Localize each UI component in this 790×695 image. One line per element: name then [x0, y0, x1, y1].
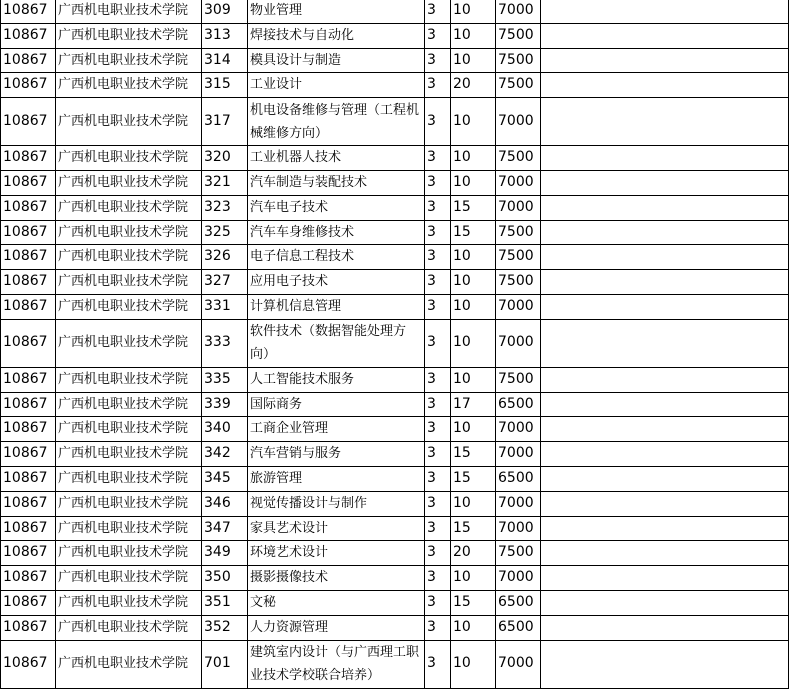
major-name-cell: 旅游管理	[248, 466, 425, 491]
table-row	[1, 98, 789, 146]
plan-count-cell: 10	[451, 146, 496, 171]
major-code-cell: 320	[202, 146, 248, 171]
duration-cell: 3	[425, 466, 451, 491]
school-name-cell: 广西机电职业技术学院	[56, 417, 202, 442]
major-code-cell: 325	[202, 220, 248, 245]
major-name-cell: 建筑室内设计（与广西理工职业技术学校联合培养）	[248, 640, 425, 688]
tuition-cell: 7500	[496, 220, 541, 245]
major-name-cell: 工业设计	[248, 73, 425, 98]
note-cell	[541, 23, 789, 48]
school-name-cell: 广西机电职业技术学院	[56, 590, 202, 615]
tuition-cell: 7000	[496, 0, 541, 23]
school-code-cell: 10867	[1, 491, 56, 516]
school-code-cell: 10867	[1, 270, 56, 295]
major-name-cell: 人力资源管理	[248, 615, 425, 640]
note-cell	[541, 466, 789, 491]
note-cell	[541, 541, 789, 566]
school-name-cell: 广西机电职业技术学院	[56, 541, 202, 566]
school-name-cell: 广西机电职业技术学院	[56, 640, 202, 688]
note-cell	[541, 615, 789, 640]
school-name-cell: 广西机电职业技术学院	[56, 466, 202, 491]
school-code-cell: 10867	[1, 516, 56, 541]
note-cell	[541, 270, 789, 295]
plan-count-cell: 15	[451, 466, 496, 491]
tuition-cell: 7500	[496, 73, 541, 98]
major-name-cell: 摄影摄像技术	[248, 566, 425, 591]
plan-count-cell: 10	[451, 615, 496, 640]
plan-count-cell: 20	[451, 73, 496, 98]
school-code-cell: 10867	[1, 220, 56, 245]
tuition-cell: 7000	[496, 319, 541, 367]
duration-cell: 3	[425, 170, 451, 195]
major-code-cell: 323	[202, 195, 248, 220]
school-code-cell: 10867	[1, 195, 56, 220]
duration-cell: 3	[425, 615, 451, 640]
note-cell	[541, 146, 789, 171]
major-code-cell: 313	[202, 23, 248, 48]
duration-cell: 3	[425, 0, 451, 23]
table-row	[1, 491, 789, 516]
plan-count-cell: 15	[451, 195, 496, 220]
tuition-cell: 7000	[496, 442, 541, 467]
school-name-cell: 广西机电职业技术学院	[56, 0, 202, 23]
major-name-cell: 电子信息工程技术	[248, 245, 425, 270]
table-body	[1, 0, 789, 688]
table-row	[1, 0, 789, 23]
school-name-cell: 广西机电职业技术学院	[56, 170, 202, 195]
major-name-cell: 国际商务	[248, 392, 425, 417]
school-name-cell: 广西机电职业技术学院	[56, 367, 202, 392]
table-row	[1, 590, 789, 615]
major-code-cell: 327	[202, 270, 248, 295]
school-code-cell: 10867	[1, 442, 56, 467]
plan-count-cell: 10	[451, 640, 496, 688]
table-row	[1, 541, 789, 566]
plan-count-cell: 10	[451, 0, 496, 23]
table-row	[1, 566, 789, 591]
major-name-cell: 环境艺术设计	[248, 541, 425, 566]
major-code-cell: 342	[202, 442, 248, 467]
note-cell	[541, 367, 789, 392]
table-row	[1, 294, 789, 319]
school-name-cell: 广西机电职业技术学院	[56, 294, 202, 319]
major-code-cell: 315	[202, 73, 248, 98]
tuition-cell: 7000	[496, 566, 541, 591]
major-code-cell: 349	[202, 541, 248, 566]
note-cell	[541, 417, 789, 442]
tuition-cell: 7500	[496, 270, 541, 295]
duration-cell: 3	[425, 195, 451, 220]
duration-cell: 3	[425, 442, 451, 467]
duration-cell: 3	[425, 640, 451, 688]
tuition-cell: 7000	[496, 640, 541, 688]
table-row	[1, 442, 789, 467]
plan-count-cell: 10	[451, 245, 496, 270]
note-cell	[541, 48, 789, 73]
school-code-cell: 10867	[1, 590, 56, 615]
duration-cell: 3	[425, 220, 451, 245]
tuition-cell: 7000	[496, 98, 541, 146]
table-row	[1, 615, 789, 640]
table-row	[1, 466, 789, 491]
plan-count-cell: 10	[451, 566, 496, 591]
tuition-cell: 7000	[496, 417, 541, 442]
table-row	[1, 640, 789, 688]
school-name-cell: 广西机电职业技术学院	[56, 245, 202, 270]
duration-cell: 3	[425, 245, 451, 270]
note-cell	[541, 392, 789, 417]
table-row	[1, 220, 789, 245]
school-name-cell: 广西机电职业技术学院	[56, 442, 202, 467]
major-name-cell: 工商企业管理	[248, 417, 425, 442]
tuition-cell: 7000	[496, 195, 541, 220]
school-code-cell: 10867	[1, 466, 56, 491]
major-name-cell: 汽车制造与装配技术	[248, 170, 425, 195]
table-row	[1, 73, 789, 98]
major-code-cell: 321	[202, 170, 248, 195]
school-code-cell: 10867	[1, 23, 56, 48]
tuition-cell: 7500	[496, 146, 541, 171]
note-cell	[541, 640, 789, 688]
tuition-cell: 7000	[496, 491, 541, 516]
major-name-cell: 工业机器人技术	[248, 146, 425, 171]
note-cell	[541, 245, 789, 270]
table-row	[1, 23, 789, 48]
major-code-cell: 317	[202, 98, 248, 146]
school-name-cell: 广西机电职业技术学院	[56, 319, 202, 367]
plan-count-cell: 10	[451, 270, 496, 295]
major-name-cell: 汽车营销与服务	[248, 442, 425, 467]
note-cell	[541, 220, 789, 245]
major-code-cell: 350	[202, 566, 248, 591]
note-cell	[541, 590, 789, 615]
major-name-cell: 视觉传播设计与制作	[248, 491, 425, 516]
duration-cell: 3	[425, 146, 451, 171]
school-name-cell: 广西机电职业技术学院	[56, 98, 202, 146]
tuition-cell: 7500	[496, 367, 541, 392]
school-name-cell: 广西机电职业技术学院	[56, 195, 202, 220]
plan-count-cell: 10	[451, 98, 496, 146]
plan-count-cell: 17	[451, 392, 496, 417]
duration-cell: 3	[425, 590, 451, 615]
tuition-cell: 6500	[496, 466, 541, 491]
major-name-cell: 文秘	[248, 590, 425, 615]
duration-cell: 3	[425, 73, 451, 98]
school-code-cell: 10867	[1, 367, 56, 392]
note-cell	[541, 0, 789, 23]
school-name-cell: 广西机电职业技术学院	[56, 615, 202, 640]
plan-count-cell: 10	[451, 367, 496, 392]
major-code-cell: 331	[202, 294, 248, 319]
school-name-cell: 广西机电职业技术学院	[56, 491, 202, 516]
school-code-cell: 10867	[1, 98, 56, 146]
note-cell	[541, 319, 789, 367]
duration-cell: 3	[425, 417, 451, 442]
duration-cell: 3	[425, 294, 451, 319]
major-code-cell: 326	[202, 245, 248, 270]
table-row	[1, 367, 789, 392]
major-code-cell: 701	[202, 640, 248, 688]
plan-count-cell: 15	[451, 442, 496, 467]
plan-count-cell: 10	[451, 170, 496, 195]
table-row	[1, 417, 789, 442]
tuition-cell: 6500	[496, 615, 541, 640]
note-cell	[541, 516, 789, 541]
note-cell	[541, 491, 789, 516]
table-row	[1, 392, 789, 417]
school-code-cell: 10867	[1, 392, 56, 417]
major-name-cell: 机电设备维修与管理（工程机械维修方向）	[248, 98, 425, 146]
school-code-cell: 10867	[1, 146, 56, 171]
table-row	[1, 195, 789, 220]
school-code-cell: 10867	[1, 0, 56, 23]
school-name-cell: 广西机电职业技术学院	[56, 270, 202, 295]
major-name-cell: 家具艺术设计	[248, 516, 425, 541]
note-cell	[541, 170, 789, 195]
tuition-cell: 7000	[496, 516, 541, 541]
plan-count-cell: 10	[451, 294, 496, 319]
major-name-cell: 汽车车身维修技术	[248, 220, 425, 245]
school-code-cell: 10867	[1, 640, 56, 688]
plan-count-cell: 10	[451, 491, 496, 516]
note-cell	[541, 195, 789, 220]
school-code-cell: 10867	[1, 319, 56, 367]
plan-count-cell: 15	[451, 220, 496, 245]
major-code-cell: 314	[202, 48, 248, 73]
plan-count-cell: 20	[451, 541, 496, 566]
school-code-cell: 10867	[1, 294, 56, 319]
major-name-cell: 焊接技术与自动化	[248, 23, 425, 48]
school-name-cell: 广西机电职业技术学院	[56, 516, 202, 541]
major-code-cell: 335	[202, 367, 248, 392]
plan-count-cell: 10	[451, 23, 496, 48]
duration-cell: 3	[425, 491, 451, 516]
major-name-cell: 物业管理	[248, 0, 425, 23]
duration-cell: 3	[425, 392, 451, 417]
major-code-cell: 351	[202, 590, 248, 615]
plan-count-cell: 15	[451, 516, 496, 541]
note-cell	[541, 73, 789, 98]
duration-cell: 3	[425, 270, 451, 295]
school-name-cell: 广西机电职业技术学院	[56, 23, 202, 48]
tuition-cell: 7500	[496, 23, 541, 48]
table-row	[1, 270, 789, 295]
major-name-cell: 人工智能技术服务	[248, 367, 425, 392]
table-row	[1, 48, 789, 73]
note-cell	[541, 566, 789, 591]
school-code-cell: 10867	[1, 615, 56, 640]
duration-cell: 3	[425, 98, 451, 146]
duration-cell: 3	[425, 566, 451, 591]
school-name-cell: 广西机电职业技术学院	[56, 48, 202, 73]
duration-cell: 3	[425, 516, 451, 541]
major-code-cell: 340	[202, 417, 248, 442]
plan-count-cell: 10	[451, 48, 496, 73]
major-name-cell: 模具设计与制造	[248, 48, 425, 73]
tuition-cell: 6500	[496, 590, 541, 615]
major-name-cell: 汽车电子技术	[248, 195, 425, 220]
major-code-cell: 347	[202, 516, 248, 541]
duration-cell: 3	[425, 319, 451, 367]
school-code-cell: 10867	[1, 245, 56, 270]
school-code-cell: 10867	[1, 170, 56, 195]
school-code-cell: 10867	[1, 541, 56, 566]
major-code-cell: 352	[202, 615, 248, 640]
tuition-cell: 7500	[496, 245, 541, 270]
note-cell	[541, 442, 789, 467]
school-code-cell: 10867	[1, 73, 56, 98]
major-name-cell: 计算机信息管理	[248, 294, 425, 319]
note-cell	[541, 98, 789, 146]
table-row	[1, 170, 789, 195]
major-code-cell: 346	[202, 491, 248, 516]
major-name-cell: 应用电子技术	[248, 270, 425, 295]
table-row	[1, 319, 789, 367]
tuition-cell: 7000	[496, 170, 541, 195]
duration-cell: 3	[425, 541, 451, 566]
table-row	[1, 245, 789, 270]
duration-cell: 3	[425, 23, 451, 48]
tuition-cell: 7500	[496, 541, 541, 566]
tuition-cell: 7000	[496, 294, 541, 319]
tuition-cell: 6500	[496, 392, 541, 417]
duration-cell: 3	[425, 367, 451, 392]
school-name-cell: 广西机电职业技术学院	[56, 73, 202, 98]
plan-count-cell: 10	[451, 417, 496, 442]
table-row	[1, 516, 789, 541]
school-name-cell: 广西机电职业技术学院	[56, 146, 202, 171]
note-cell	[541, 294, 789, 319]
table-row	[1, 146, 789, 171]
major-code-cell: 333	[202, 319, 248, 367]
major-code-cell: 345	[202, 466, 248, 491]
school-code-cell: 10867	[1, 48, 56, 73]
school-name-cell: 广西机电职业技术学院	[56, 392, 202, 417]
plan-count-cell: 10	[451, 319, 496, 367]
plan-count-cell: 15	[451, 590, 496, 615]
school-code-cell: 10867	[1, 566, 56, 591]
major-name-cell: 软件技术（数据智能处理方向）	[248, 319, 425, 367]
school-name-cell: 广西机电职业技术学院	[56, 566, 202, 591]
major-code-cell: 309	[202, 0, 248, 23]
duration-cell: 3	[425, 48, 451, 73]
major-code-cell: 339	[202, 392, 248, 417]
school-code-cell: 10867	[1, 417, 56, 442]
school-name-cell: 广西机电职业技术学院	[56, 220, 202, 245]
tuition-cell: 7500	[496, 48, 541, 73]
